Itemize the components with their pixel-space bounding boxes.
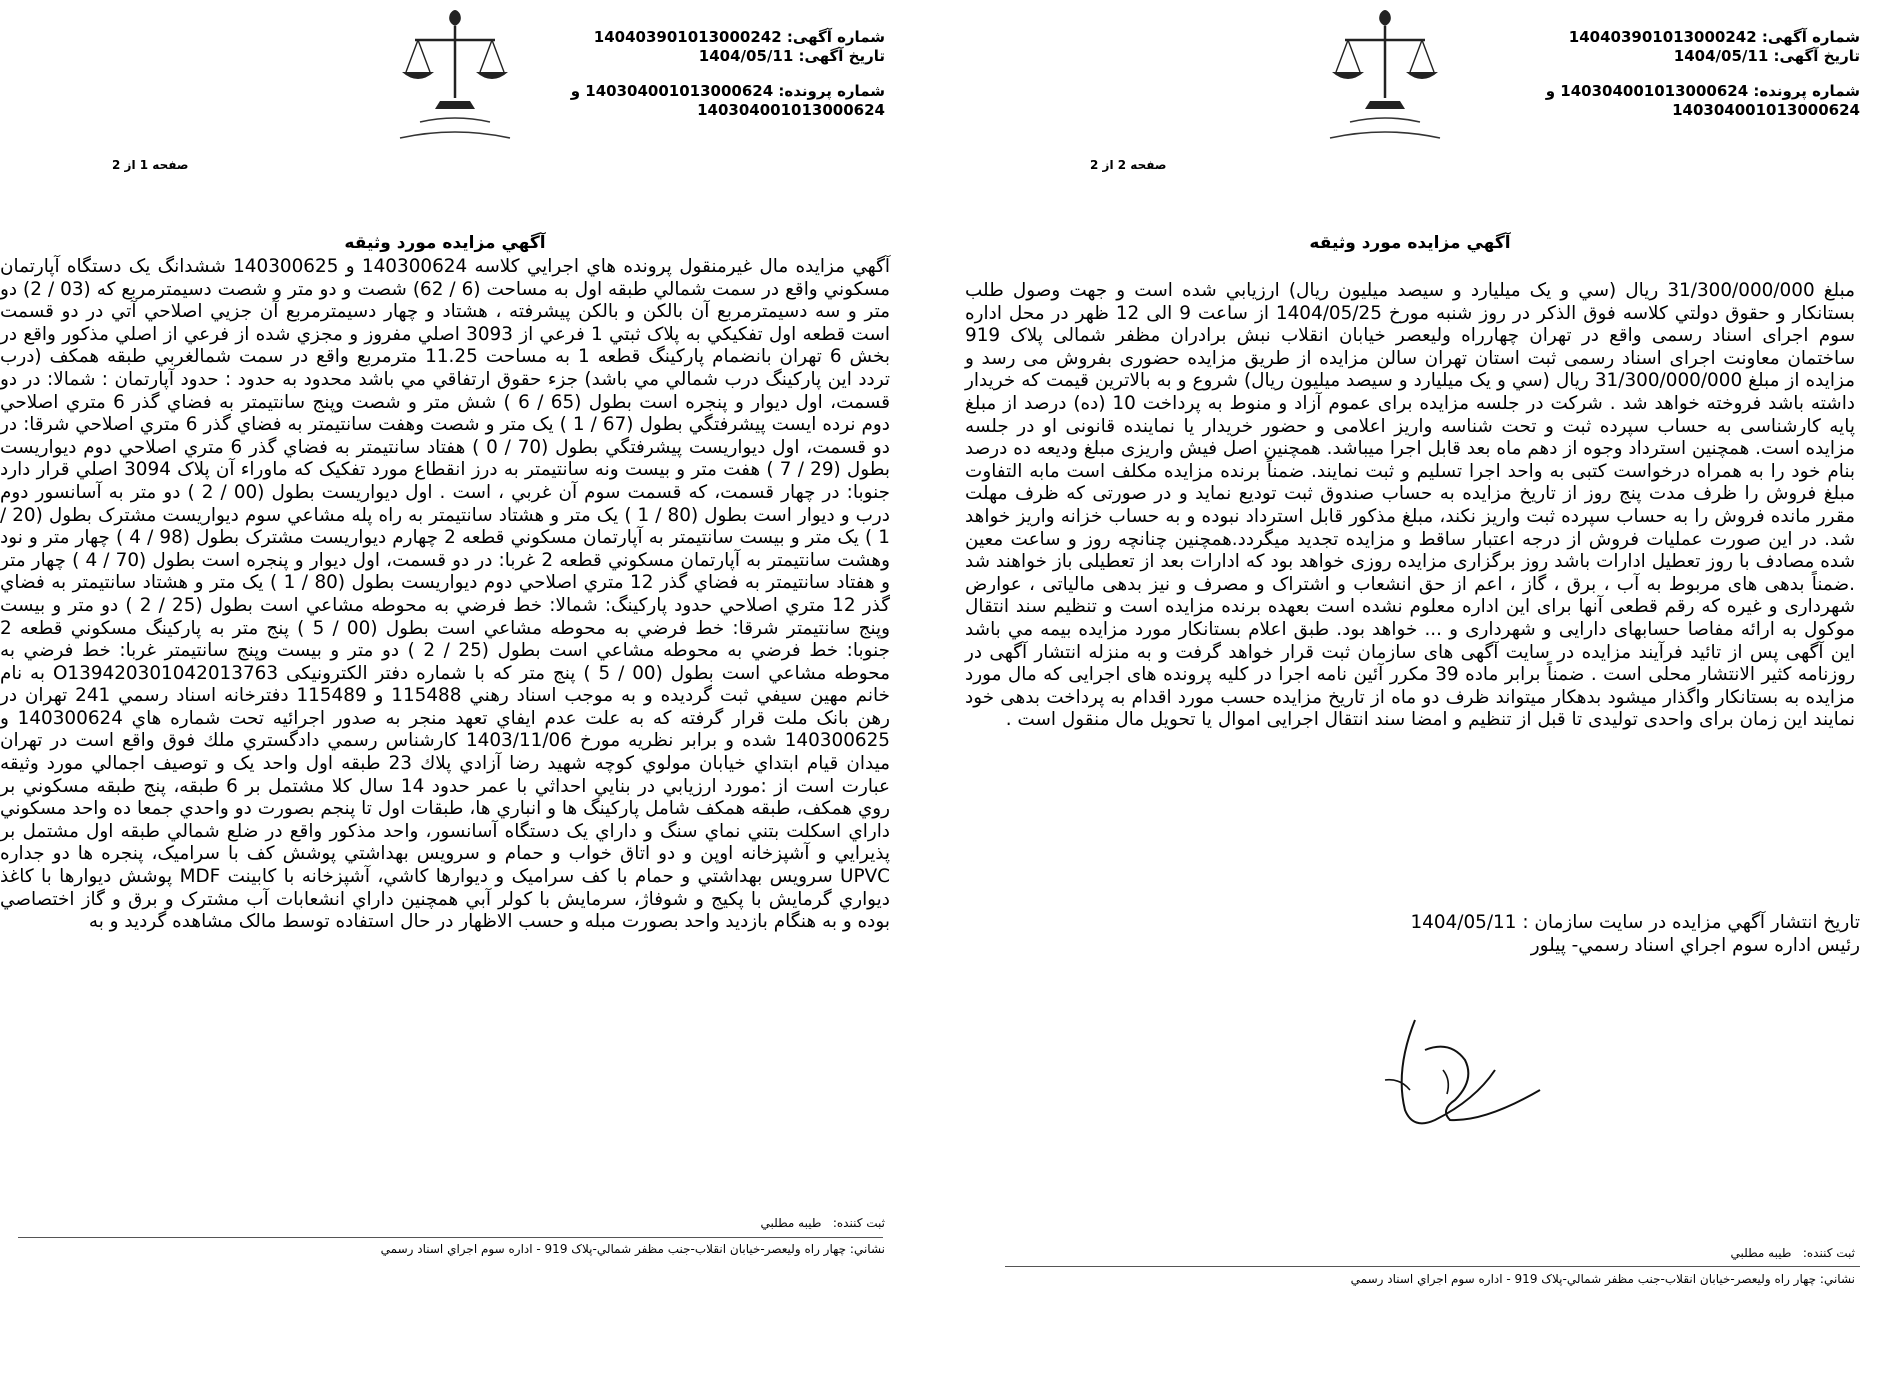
ad-number-label: شماره آگهی: (786, 28, 885, 46)
case-number-label: شماره پرونده: (778, 82, 885, 100)
publication-date: 1404/05/11 (1410, 912, 1517, 933)
registrar: طيبه مطلبي (1730, 1246, 1792, 1260)
notice-title: آگهي مزايده مورد وثيقه (344, 233, 546, 253)
notice-page-1 (0, 0, 890, 1379)
address: چهار راه وليعصر-خيابان انقلاب-جنب مظفر شمالي-پلاک 919 - اداره سوم اجراي اسناد رسمي (380, 1242, 847, 1256)
ad-date: 1404/05/11 (698, 47, 794, 65)
notice-title: آگهي مزايده مورد وثيقه (1309, 233, 1511, 253)
registrar-label: ثبت كننده: (832, 1216, 885, 1230)
case-number-label: شماره پرونده: (1753, 82, 1860, 100)
page-number: صفحه 1 از 2 (112, 158, 189, 172)
ad-number-label: شماره آگهی: (1761, 28, 1860, 46)
ad-number: 140403901013000242 (593, 28, 782, 46)
notice-page-2 (960, 0, 1860, 1379)
publication-date-label: تاريخ انتشار آگهي مزايده در سايت سازمان : (1522, 912, 1860, 933)
handwritten-signature-icon (1355, 1010, 1555, 1140)
judiciary-scales-emblem-icon (380, 6, 530, 146)
notice-meta (545, 28, 885, 120)
notice-closing (960, 912, 1860, 957)
signatory: رئيس اداره سوم اجراي اسناد رسمي- پيلور (1530, 934, 1860, 956)
address-label: نشاني: (1819, 1272, 1855, 1286)
address-label: نشاني: (849, 1242, 885, 1256)
case-number-1: 140304001013000624 و (1545, 82, 1749, 100)
page-number: صفحه 2 از 2 (1090, 158, 1167, 172)
judiciary-scales-emblem-icon (1310, 6, 1460, 146)
ad-number: 140403901013000242 (1568, 28, 1757, 46)
notice-body: آگهي مزايده مال غيرمنقول پرونده هاي اجرايي كلاسه 140300624 و 140300625 ششدانگ يک دستگاه آپارتمان مسکوني واقع در سمت شمالي طبقه اول به مساحت (6 / 62) شصت و دو متر و شصت دسيمترمربع که (03 / 2) دو متر و سه دسيمترمربع آن بالکن و بالکن پيشرفته ، هشتاد و چهار دسيمترمربع آن جزيي اصلاحي آتي در دو قسمت است قطعه اول تفکيکي به پلاک ثبتي 1 فرعي از 3093 اصلي مفروز و مجزي شده از فرعي از اصلي مذکور واقع در بخش 6 تهران بانضمام پارکينگ قطعه 1 به مساحت 11.25 مترمربع واقع در سمت شمالغربي طبقه همکف (درب تردد اين پارکينگ درب شمالي مي باشد) جزء حقوق ارتفاقي مي باشد محدود به حدود : حدود آپارتمان : شمالا: در دو قسمت، اول ديوار و پنجره است بطول (65 / 6 ) شش متر و شصت وپنج سانتيمتر به فضاي گذر 6 متري اصلاحي دوم نرده ايست پيشرفتگي بطول (67 / 1 ) يک متر و شصت وهفت سانتيمتر به فضاي گذر 6 متري اصلاحي شرقا: در دو قسمت، اول ديواريست پيشرفتگي بطول (70 / 0 ) هفتاد سانتيمتر به فضاي گذر 6 متري اصلاحي دوم ديواريست بطول (29 / 7 ) هفت متر و بيست ونه سانتيمتر به درز انقطاع مورد تفکيک که ماوراء آن پلاک 3094 اصلي قرار دارد جنوبا: در چهار قسمت، که قسمت سوم آن غربي ، است . اول ديواريست بطول (00 / 2 ) دو متر به آسانسور دوم درب و ديوار است بطول (80 / 1 ) يک متر و هشتاد سانتيمتر به راه پله مشاعي سوم ديواريست مشترک بطول (20 / 1 ) يک متر و بيست سانتيمتر به آپارتمان مسکوني قطعه 2 چهارم ديواريست مشترک بطول (98 / 4 ) چهار متر و نود وهشت سانتيمتر به آپارتمان مسکوني قطعه 2 غربا: در دو قسمت، اول ديوار و پنجره است بطول (70 / 4 ) چهار متر و هفتاد سانتيمتر به فضاي گذر 12 متري اصلاحي دوم ديواريست بطول (80 / 1 ) يک متر و هشتاد سانتيمتر به فضاي گذر 12 متري اصلاحي حدود پارکينگ: شمالا: خط فرضي به محوطه مشاعي است بطول (25 / 2 ) دو متر و بيست وپنج سانتيمتر شرقا: خط فرضي به محوطه مشاعي است بطول (00 / 5 ) پنج متر به پارکينگ مسکوني قطعه 2 جنوبا: خط فرضي به محوطه مشاعي است بطول (25 / 2 ) دو متر و بيست وپنج سانتيمتر غربا: خط فرضي به محوطه مشاعي است بطول (00 / 5 ) پنج متر که با شماره دفتر الکترونيکی O139420301042013763 به نام خانم مهين سيفي ثبت گرديده و به موجب اسناد رهني 115488 و 115489 دفترخانه اسناد رسمي 241 تهران در رهن بانک ملت قرار گرفته که به علت عدم ايفاي تعهد منجر به صدور اجرائيه تحت شماره هاي 140300624 و 140300625 شده و برابر نظريه مورخ 1403/11/06 کارشناس رسمي دادگستري ملك فوق واقع است در تهران ميدان قيام ابتداي خيابان مولوي كوچه شهيد رضا آزادي پلاك 23 طبقه اول واحد يک و توصيف اجمالي مورد وثيقه عبارت است از :مورد ارزيابي در بنايي احداثي با عمر حدود 14 سال كلا مشتمل بر 6 طبقه، پنج طبقه مسكوني بر روي همكف، طبقه همكف شامل پاركينگ ها و انباري ها، طبقات اول تا پنجم بصورت دو واحدي جمعا ده واحد مسكوني داراي اسكلت بتني نماي سنگ و داراي يک دستگاه آسانسور، واحد مذكور واقع در ضلع شمالي طبقه اول مشتمل بر پذيرايي و آشپزخانه اوپن و دو اتاق خواب و حمام و سرويس بهداشتي پوشش كف با سراميک، پنجره ها دو جداره UPVC سرويس بهداشتي و حمام با كف سراميک و ديوارها كاشي، آشپزخانه با كابينت MDF پوشش ديوارها با كاغذ ديواري گرمايش با پكيج و شوفاژ، سرمايش با كولر آبي همچنين داراي انشعابات آب مشترک و برق و گاز اختصاصي بوده و به هنگام بازديد واحد بصورت مبله و حسب الاظهار در حال استفاده توسط مالک مشاهده گرديد و به (0, 256, 891, 933)
case-number-2: 140304001013000624 (697, 101, 885, 119)
notice-meta (1460, 28, 1860, 120)
address: چهار راه وليعصر-خيابان انقلاب-جنب مظفر شمالي-پلاک 919 - اداره سوم اجراي اسناد رسمي (1350, 1272, 1817, 1286)
registrar-label: ثبت كننده: (1802, 1246, 1855, 1260)
case-number-1: 140304001013000624 و (570, 82, 774, 100)
ad-date: 1404/05/11 (1673, 47, 1769, 65)
case-number-2: 140304001013000624 (1672, 101, 1860, 119)
registrar: طيبه مطلبي (760, 1216, 822, 1230)
footer-divider (1005, 1266, 1860, 1267)
ad-date-label: تاریخ آگهی: (1773, 47, 1860, 65)
footer-divider (18, 1237, 883, 1238)
ad-date-label: تاریخ آگهی: (798, 47, 885, 65)
notice-body: مبلغ 31/300/000/000 ريال (سي و يک ميليارد و سيصد ميليون ريال) ارزيابي شده است و جهت وصول طلب بستانكار و حقوق دولتي كلاسه فوق الذكر در روز شنبه مورخ 1404/05/25 از ساعت 9 الی 12 ظهر در محل اداره سوم اجرای اسناد رسمی واقع در تهران چهارراه وليعصر خيابان انقلاب نبش برادران مظفر شمالی پلاک 919 ساختمان معاونت اجرای اسناد رسمی ثبت استان تهران سالن مزايده از طريق مزايده حضوری بفروش می رسد و مزايده از مبلغ 31/300/000/000 ريال (سي و يک ميليارد و سيصد ميليون ريال) شروع و به بالاترين قيمت كه خريدار داشته باشد فروخته خواهد شد . شركت در جلسه مزايده برای عموم آزاد و منوط به پرداخت 10 (ده) درصد از مبلغ پايه كارشناسی به حساب سپرده ثبت و تحت شناسه واريز اعلامی و حضور خريدار يا نماينده قانونی او در جلسه مزايده است. همچنين استرداد وجوه از دهم ماه بعد قابل اجرا ميباشد. همچنين اصل فيش واريزی مبلغ وديعه ده درصد بنام خود را به همراه درخواست كتبی به واحد اجرا تسليم و ثبت نمايند. ضمناً برنده مزايده مكلف است مابه التفاوت مبلغ فروش را ظرف مدت پنج روز از تاريخ مزايده به حساب صندوق ثبت توديع نمايد و در صورتی كه ظرف مهلت مقرر مانده فروش را به حساب سپرده ثبت واريز نكند، مبلغ مذكور قابل استرداد نبوده و به حساب خزانه واريز خواهد شد. در اين صورت عمليات فروش از درجه اعتبار ساقط و مزايده تجديد ميگردد.همچنين چنانچه روز و ساعت معين شده مصادف با روز تعطيل ادارات باشد روز برگزاری مزايده روزی خواهد بود كه ادارات بعد از تعطيلی باز خواهند شد .ضمناً بدهی های مربوط به آب ، برق ، گاز ، اعم از حق انشعاب و اشتراک و مصرف و نيز بدهی مالياتی ، عوارض شهرداری و غيره كه رقم قطعی آنها برای اين اداره معلوم نشده است بعهده برنده مزايده است و تنظيم سند انتقال موكول به ارائه مفاصا حسابهای دارايی و شهرداری و ... خواهد بود. طبق اعلام بستانكار مورد مزايده بيمه مي باشد اين آگهی پس از تائيد فرآيند مزايده در سايت آگهی های سازمان ثبت قرار خواهد گرفت و به منزله انتشار آگهی در روزنامه كثير الانتشار محلی است . ضمناً برابر ماده 39 مكرر آئين نامه اجرا در كليه پرونده های اجرايی كه مال مورد مزايده به بستانكار واگذار ميشود بدهكار ميتواند ظرف دو ماه از تاريخ مزايده حسب مورد اقدام به پرداخت بدهی خود نمايند اين زمان برای واحدی توليدی تا قبل از تنظيم و امضا سند انتقال اجرايی اموال يا تحويل مال منقول است . (965, 280, 1856, 731)
